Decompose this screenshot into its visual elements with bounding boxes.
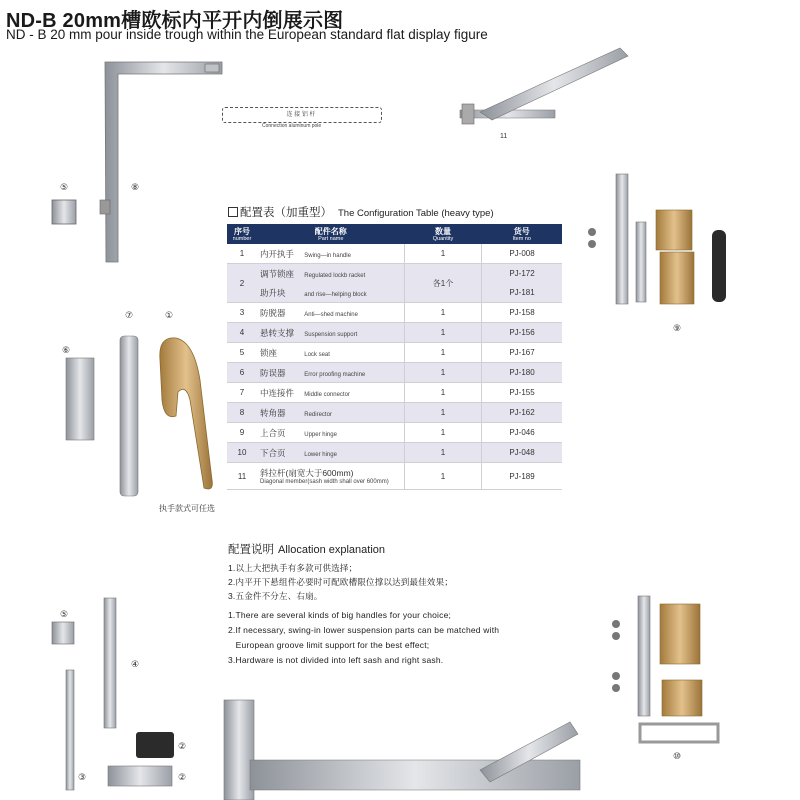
note-cn-2: 2.内平开下悬组件必要时可配欧槽限位撑以达到最佳效果； [228, 577, 453, 587]
callout-10: ⑩ [673, 751, 682, 761]
connection-pole-label-cn: 连 接 铝 杆 [286, 112, 316, 118]
error-proofing-part [66, 358, 94, 440]
table-row: 2 调节锁座 Regulated lockb racket 助升块 and rise—helping block 各1个 PJ-172 PJ-181 [227, 264, 562, 303]
page-title-cn: ND-B 20mm槽欧标内平开内倒展示图 [6, 10, 344, 32]
allocation-title-en: Allocation explanation [278, 544, 386, 556]
lower-stay-part [224, 700, 580, 800]
table-row: 11 斜拉杆(扇宽大于600mm) Diagonal member(sash width shall over 600mm) 1 PJ-189 [227, 463, 562, 490]
callout-4: ④ [131, 659, 140, 669]
note-en-4: 3.Hardware is not divided into left sash and right sash. [228, 655, 444, 665]
table-row: 7 中连接件 Middle connector 1 PJ-155 [227, 383, 562, 403]
note-cn-1: 1.以上大把执手有多款可供选择； [228, 563, 358, 573]
table-row: 9 上合页 Upper hinge 1 PJ-046 [227, 423, 562, 443]
note-cn-3: 3.五金件不分左、右扇。 [228, 591, 323, 601]
callout-8: ⑧ [131, 182, 140, 192]
lock-seat-part [52, 200, 76, 224]
swing-in-handle-part [160, 338, 213, 489]
lock-seat-bottom-part [52, 622, 74, 644]
diagonal-member-part [460, 48, 628, 124]
table-row: 3 防脱器 Anti—shed machine 1 PJ-158 [227, 303, 562, 323]
callout-1: ① [165, 310, 174, 320]
header-number: 序号 number [227, 224, 257, 244]
connection-pole-label-en: Connection aluminum pole [262, 123, 322, 129]
header-item-no: 货号 Item no [482, 224, 563, 244]
callout-2-bottom: ② [178, 772, 187, 782]
callout-6: ⑥ [62, 345, 71, 355]
header-part-name: 配件名称 Part name [257, 224, 405, 244]
callout-7: ⑦ [125, 310, 134, 320]
upper-hinge-part [588, 174, 726, 304]
allocation-title [228, 541, 385, 557]
table-row: 6 防误器 Error proofing machine 1 PJ-180 [227, 363, 562, 383]
handle-note: 执手款式可任选 [159, 504, 215, 513]
note-en-2: 2.If necessary, swing-in lower suspension parts can be matched with [228, 625, 500, 635]
callout-5-top: ⑤ [60, 182, 69, 192]
callout-2-top: ② [178, 741, 187, 751]
table-row: 5 锁座 Lock seat 1 PJ-167 [227, 343, 562, 363]
config-title [228, 204, 494, 220]
table-row: 1 内开执手 Swing—in handle 1 PJ-008 [227, 244, 562, 264]
checkbox-icon [228, 207, 238, 217]
table-row: 8 转角器 Redirector 1 PJ-162 [227, 403, 562, 423]
callout-5-bottom: ⑤ [60, 609, 69, 619]
note-en-1: 1.There are several kinds of big handles for your choice; [228, 610, 452, 620]
lock-bracket-part [108, 766, 172, 786]
allocation-title-cn: 配置说明 [228, 544, 274, 556]
config-title-cn: 配置表（加重型） [240, 207, 332, 219]
configuration-table [227, 224, 562, 490]
table-row: 4 悬转支撑 Suspension support 1 PJ-156 [227, 323, 562, 343]
callout-3: ③ [78, 772, 87, 782]
suspension-support-part [104, 598, 116, 728]
page-title-en: ND - B 20 mm pour inside trough within the European standard flat display figure [6, 27, 488, 42]
callout-11: 11 [500, 133, 508, 140]
table-row: 10 下合页 Lower hinge 1 PJ-048 [227, 443, 562, 463]
note-en-3: European groove limit support for the best effect; [228, 640, 430, 650]
header-quantity: 数量 Quantity [405, 224, 482, 244]
config-title-en: The Configuration Table (heavy type) [338, 208, 494, 219]
callout-9: ⑨ [673, 323, 682, 333]
middle-connector-part [120, 336, 138, 496]
rise-block-part [136, 732, 174, 758]
redirector-part [100, 62, 222, 262]
lower-hinge-part [612, 596, 718, 742]
shed-part [66, 670, 74, 790]
